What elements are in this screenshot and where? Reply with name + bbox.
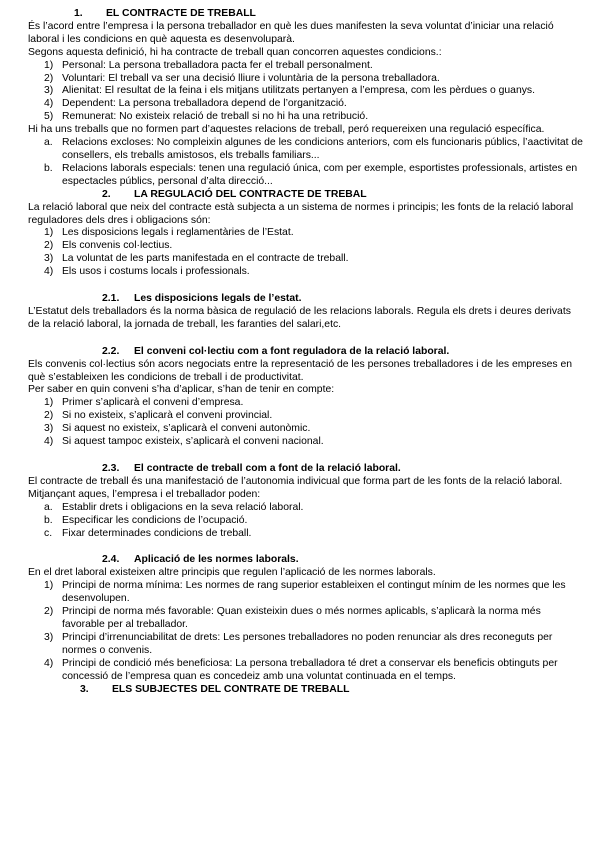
list-marker: a. (44, 137, 53, 149)
list-marker: 1) (44, 580, 54, 592)
list-item (28, 60, 584, 73)
list-item-text: Principi d’irrenunciabilitat de drets: Les persones treballadores no poden renunciar als dres reconeguts per normes o convenis. (62, 631, 553, 656)
list-item-text: Voluntari: El treball va ser una decisió lliure i voluntària de la persona treballadora. (62, 72, 440, 84)
section-title: Aplicació de les normes laborals. (134, 554, 299, 566)
list-item (28, 580, 584, 606)
list-item (28, 502, 584, 515)
list-item (28, 111, 584, 124)
numbered-list (28, 580, 584, 683)
list-item-text: Principi de norma més favorable: Quan existeixin dues o més normes aplicabls, s’aplicarà la norma més favorable per al treballador. (62, 606, 541, 630)
list-item (28, 515, 584, 528)
list-item-text: Relacions excloses: No compleixin algunes de les condicions anteriors, com els funcionaris públics, l’aactivitat de consellers, els treballs amistosos, els treballs familiars... (62, 137, 583, 161)
subsection-heading-2-4 (28, 554, 584, 567)
list-item-text: Les disposicions legals i reglamentàries de l’Estat. (62, 227, 294, 239)
subsection-heading-2-3 (28, 463, 584, 476)
list-marker: c. (44, 527, 53, 539)
section-number: 2. (102, 188, 111, 200)
list-marker: 2) (44, 72, 54, 84)
list-marker: 3) (44, 631, 54, 643)
numbered-list (28, 60, 584, 125)
section-title: ELS SUBJECTES DEL CONTRATE DE TREBALL (112, 683, 350, 695)
paragraph: Els convenis col·lectius són acors negociats entre la representació de les persones treballadores i de les empreses en què s’estableixen les condicions de treball i de productivitat. (28, 358, 573, 383)
list-marker: 4) (44, 98, 54, 110)
list-item-text: Relacions laborals especials: tenen una regulació única, com per exemple, esportistes professionals, artistes en espectacles públics, personal d’alta direcció... (62, 162, 578, 187)
list-item (28, 423, 584, 436)
section-number: 2.4. (102, 554, 120, 566)
list-item-text: Establir drets i obligacions en la seva relació laboral. (62, 501, 304, 513)
numbered-list (28, 227, 584, 279)
section-number: 2.1. (102, 293, 120, 305)
section-number: 1. (74, 8, 83, 19)
list-item-text: Dependent: La persona treballadora depend de l’organització. (62, 98, 347, 110)
list-marker: a. (44, 501, 53, 513)
list-item-text: Especificar les condicions de l’ocupació. (62, 514, 248, 526)
section-heading-1 (28, 8, 584, 21)
list-item (28, 137, 584, 163)
subsection-heading-2-2 (28, 346, 584, 359)
paragraph: Hi ha uns treballs que no formen part d’aquestes relacions de treball, peró requereixen una regulació específica. (28, 124, 545, 136)
paragraph: En el dret laboral existeixen altre principis que regulen l’aplicació de les normes laborals. (28, 567, 436, 579)
list-item (28, 85, 584, 98)
list-item-text: Els usos i costums locals i professionals. (62, 266, 250, 278)
section-number: 2.3. (102, 463, 120, 474)
section-title: LA REGULACIÓ DEL CONTRACTE DE TREBAL (134, 188, 367, 200)
list-marker: 1) (44, 227, 54, 239)
list-marker: 1) (44, 59, 54, 71)
list-item-text: Principi de norma mínima: Les normes de rang superior estableixen el contingut mínim de les normes que les desenvolupen. (62, 580, 566, 605)
list-marker: 4) (44, 657, 54, 669)
list-marker: 4) (44, 266, 54, 278)
list-item-text: Alienitat: El resultat de la feina i els mitjans utilitzats pertanyen a l’empresa, com les pèrdues o guanys. (62, 85, 536, 97)
list-marker: 2) (44, 606, 54, 618)
list-item (28, 436, 584, 449)
list-item (28, 397, 584, 410)
list-marker: 2) (44, 240, 54, 252)
lettered-list (28, 137, 584, 189)
paragraph: És l’acord entre l’empresa i la persona treballador en què les dues manifesten la seva voluntat d’iniciar una relació laboral i les condicions en què aquesta es desenvoluparà. (28, 20, 554, 45)
list-item-text: Principi de condició més beneficiosa: La persona treballadora té dret a conservar els beneficis obtinguts per concessió de l’empresa quan es concedeiz amb una voluntat continuada en el temps. (62, 657, 558, 682)
list-item (28, 163, 584, 189)
list-item (28, 98, 584, 111)
paragraph: La relació laboral que neix del contracte està subjecta a un sistema de normes i principis; les fonts de la relació laboral reguladores dels dres i obligacions són: (28, 201, 574, 226)
list-marker: 3) (44, 253, 54, 265)
list-item-text: Personal: La persona treballadora pacta fer el treball personalment. (62, 59, 373, 71)
list-marker: b. (44, 162, 53, 174)
paragraph: Per saber en quin conveni s’ha d’aplicar, s’han de tenir en compte: (28, 384, 335, 396)
list-item (28, 606, 584, 632)
paragraph: El contracte de treball és una manifestació de l’autonomia indivicual que forma part de les fonts de la relació laboral. Mitjançant aques, l’empresa i el treballador poden: (28, 475, 563, 500)
list-item-text: Si no existeix, s’aplicarà el conveni provincial. (62, 410, 273, 422)
section-title: El contracte de treball com a font de la relació laboral. (134, 463, 401, 474)
list-item (28, 528, 584, 541)
paragraph: Segons aquesta definició, hi ha contracte de treball quan concorren aquestes condicions.: (28, 46, 442, 58)
lettered-list (28, 502, 584, 541)
list-item-text: Remunerat: No existeix relació de treball si no hi ha una retribució. (62, 111, 369, 123)
list-item-text: La voluntat de les parts manifestada en el contracte de treball. (62, 253, 349, 265)
section-title: EL CONTRACTE DE TREBALL (106, 8, 256, 19)
section-number: 3. (80, 683, 89, 695)
list-item (28, 240, 584, 253)
list-marker: 3) (44, 423, 54, 435)
numbered-list (28, 397, 584, 449)
list-marker: 4) (44, 436, 54, 448)
list-item (28, 658, 584, 684)
section-title: Les disposicions legals de l’estat. (134, 293, 302, 305)
subsection-heading-2-1 (28, 293, 584, 306)
list-marker: 1) (44, 397, 54, 409)
section-heading-2 (28, 189, 584, 202)
list-item-text: Si aquest no existeix, s’aplicarà el conveni autonòmic. (62, 423, 311, 435)
list-item (28, 253, 584, 266)
list-marker: 2) (44, 410, 54, 422)
list-item-text: Primer s’aplicarà el conveni d’empresa. (62, 397, 244, 409)
list-item (28, 266, 584, 279)
paragraph: L’Estatut dels treballadors és la norma bàsica de regulació de les relacions laborals. Regula els drets i deures derivats de la relació laboral, la jornada de treball, les faranties del salari,etc. (28, 305, 571, 330)
list-marker: 5) (44, 111, 54, 123)
list-item (28, 632, 584, 658)
section-heading-3 (28, 684, 584, 697)
list-item (28, 227, 584, 240)
section-number: 2.2. (102, 345, 120, 357)
list-item-text: Els convenis col·lectius. (62, 240, 173, 252)
list-marker: b. (44, 514, 53, 526)
list-marker: 3) (44, 85, 54, 97)
list-item (28, 410, 584, 423)
section-title: El conveni col·lectiu com a font reguladora de la relació laboral. (134, 345, 450, 357)
list-item (28, 73, 584, 86)
list-item-text: Fixar determinades condicions de treball. (62, 527, 252, 539)
list-item-text: Si aquest tampoc existeix, s’aplicarà el conveni nacional. (62, 436, 324, 448)
